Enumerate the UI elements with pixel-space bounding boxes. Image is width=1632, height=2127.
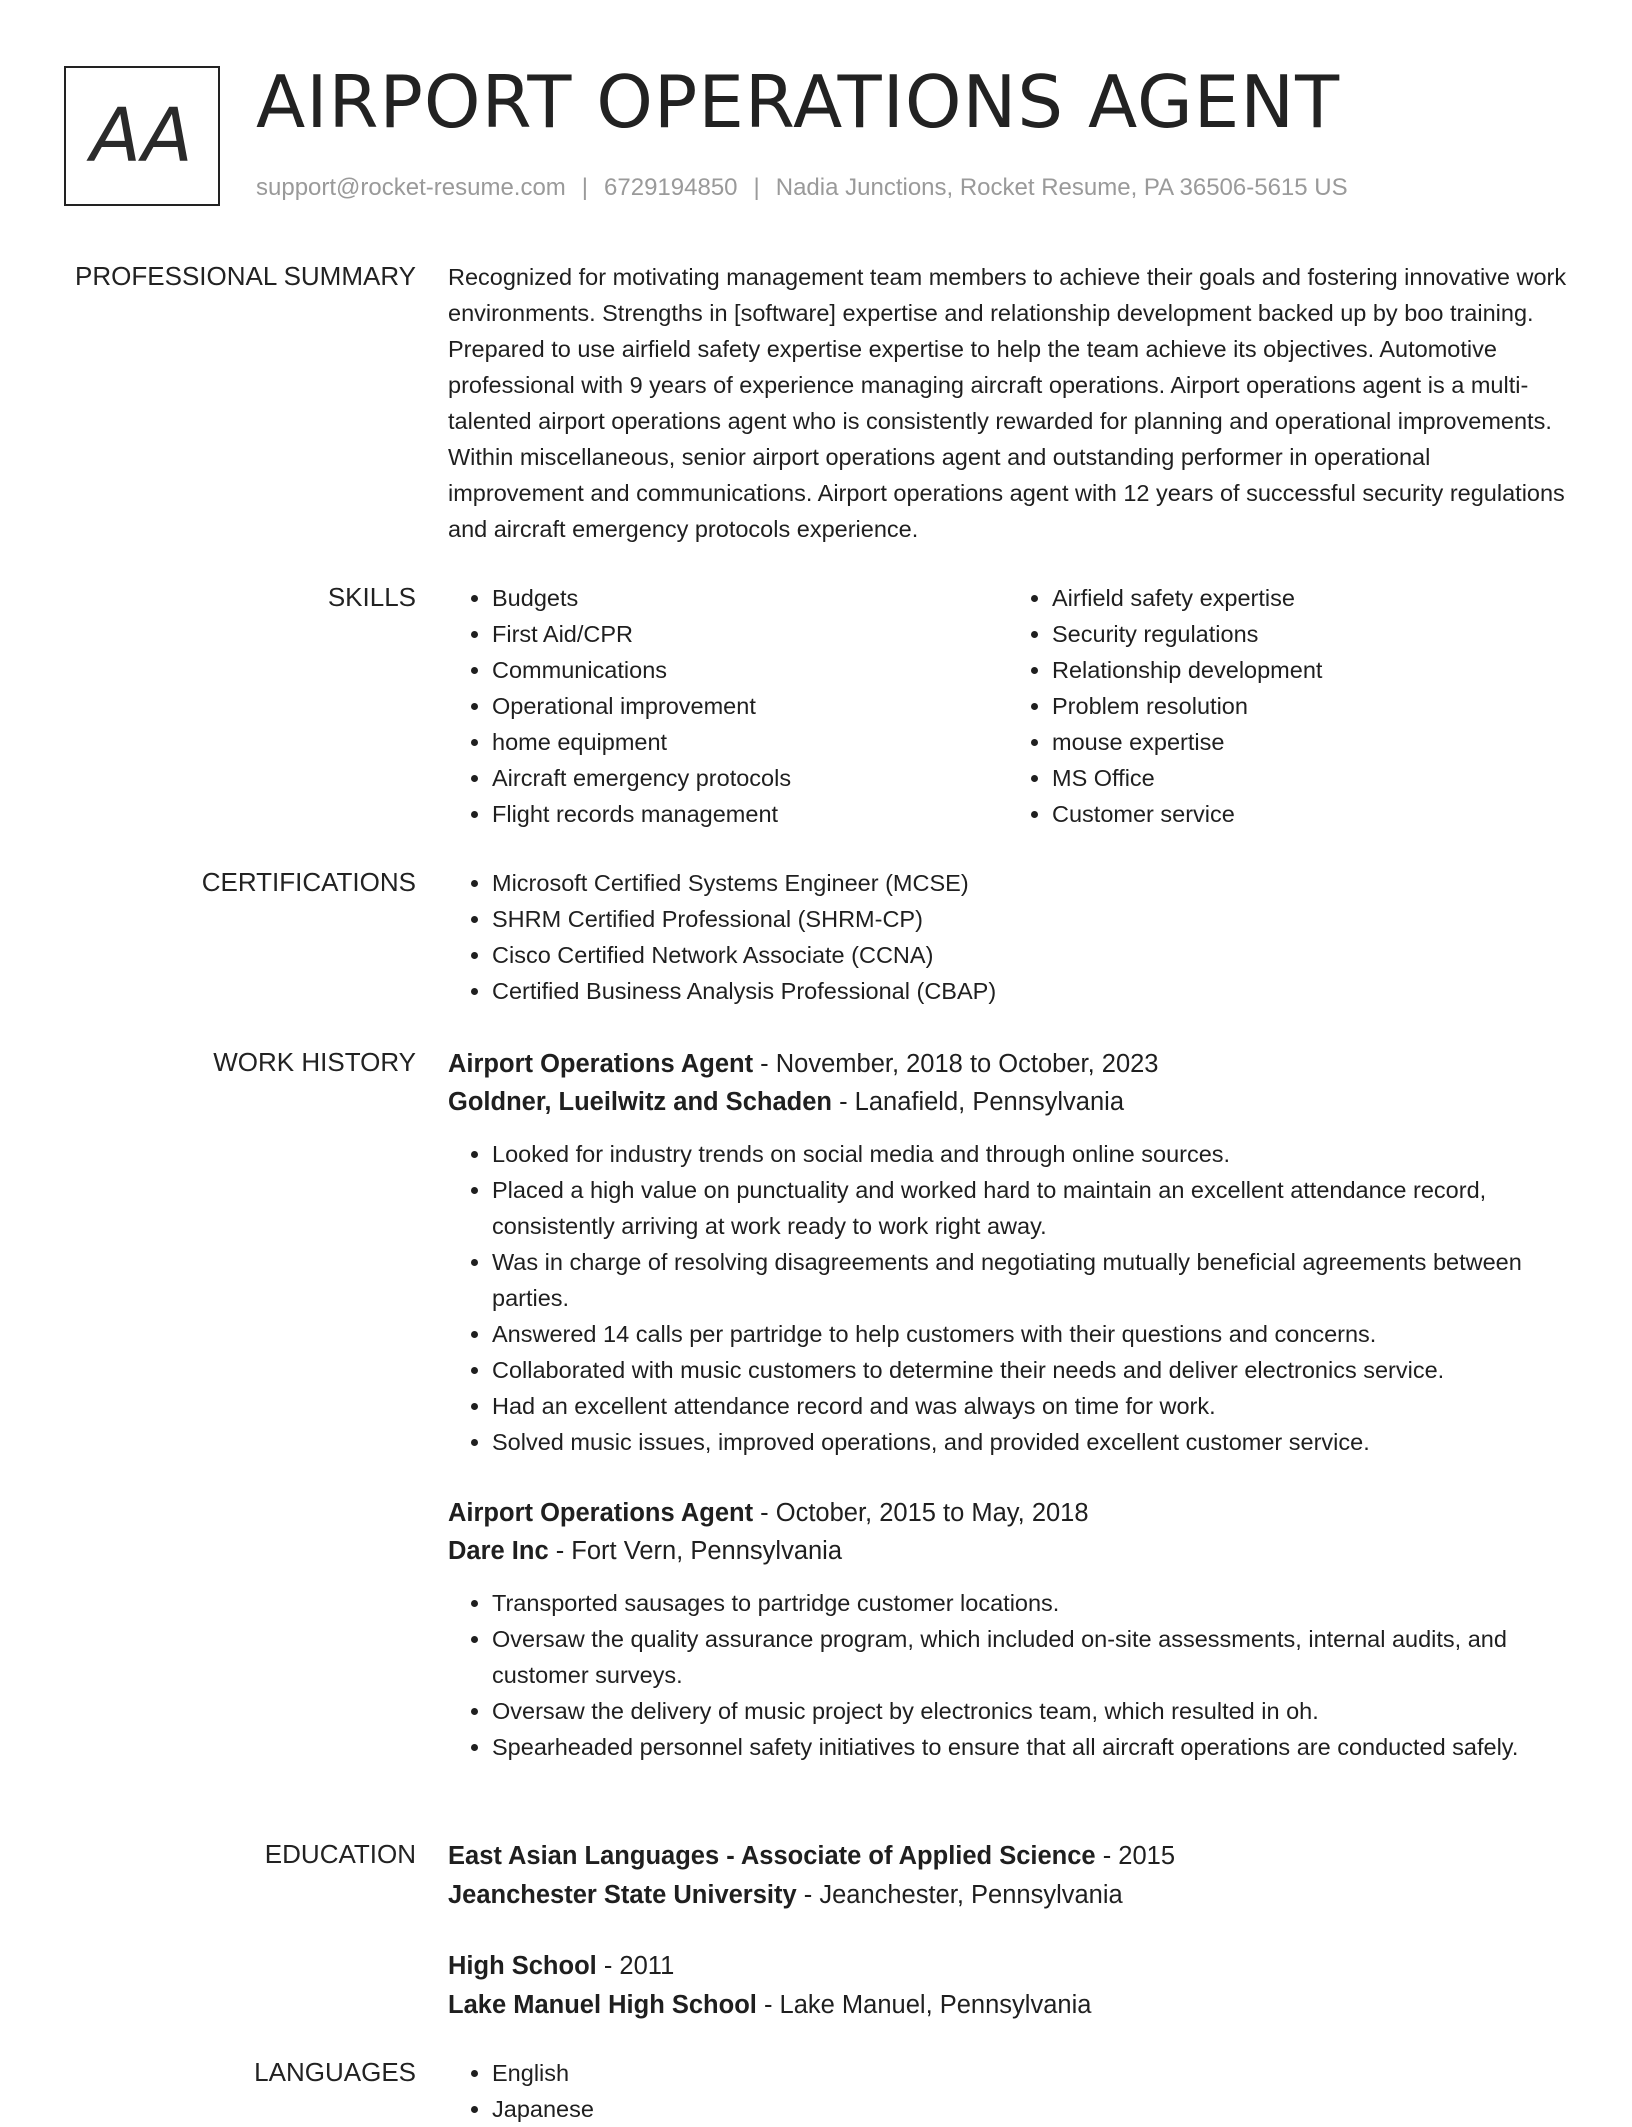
contact-line (256, 174, 1348, 202)
skill-item: • Communications (492, 652, 1008, 688)
job-bullet: • Answered 14 calls per partridge to help customers with their questions and concerns. (492, 1316, 1568, 1352)
job-entry (448, 1045, 1568, 1460)
skills-column-right (1008, 580, 1568, 832)
job-bullet: • Collaborated with music customers to determine their needs and deliver electronics service. (492, 1352, 1568, 1388)
job-bullet: • Oversaw the delivery of music project by electronics team, which resulted in oh. (492, 1693, 1568, 1729)
contact-separator: | (753, 174, 760, 201)
work-history-list (448, 1045, 1568, 1765)
skill-item: • mouse expertise (1052, 724, 1568, 760)
skill-item: • Customer service (1052, 796, 1568, 832)
education-year: - 2015 (1095, 1842, 1175, 1870)
skill-item: • Airfield safety expertise (1052, 580, 1568, 616)
languages-list (448, 2055, 1568, 2127)
education-degree: High School (448, 1952, 597, 1980)
contact-separator: | (581, 174, 589, 201)
contact-email[interactable]: support@rocket-resume.com (256, 174, 566, 201)
skill-item: • Relationship development (1052, 652, 1568, 688)
skill-item: • MS Office (1052, 760, 1568, 796)
job-title-line (448, 1494, 1568, 1532)
job-company-line (448, 1083, 1568, 1121)
skill-item: • Security regulations (1052, 616, 1568, 652)
section-label-languages: LANGUAGES (254, 2057, 416, 2087)
education-location: - Jeanchester, Pennsylvania (796, 1881, 1123, 1909)
certification-item: • Certified Business Analysis Professional (CBAP) (492, 973, 1568, 1009)
section-label-summary: PROFESSIONAL SUMMARY (75, 261, 416, 291)
education-school-line (448, 1986, 1568, 2025)
job-bullets (448, 1585, 1568, 1765)
education-degree-line (448, 1837, 1568, 1876)
job-dates: - November, 2018 to October, 2023 (753, 1050, 1159, 1078)
resume-title: AIRPORT OPERATIONS AGENT (256, 60, 1341, 144)
language-item: • English (492, 2055, 1568, 2091)
skills-list (448, 580, 1568, 832)
section-label-education: EDUCATION (264, 1839, 416, 1869)
language-item: • Japanese (492, 2091, 1568, 2127)
job-company-line (448, 1532, 1568, 1570)
job-company: Goldner, Lueilwitz and Schaden (448, 1088, 832, 1116)
section-label-skills: SKILLS (327, 582, 416, 612)
section-label-certifications: CERTIFICATIONS (201, 867, 416, 897)
monogram-logo (64, 66, 220, 206)
skill-item: • First Aid/CPR (492, 616, 1008, 652)
job-bullet: • Oversaw the quality assurance program, which included on-site assessments, internal audits, and customer surveys. (492, 1621, 1568, 1693)
job-entry (448, 1494, 1568, 1765)
contact-address: Nadia Junctions, Rocket Resume, PA 36506-5615 US (775, 174, 1348, 201)
job-title: Airport Operations Agent (448, 1050, 754, 1078)
job-bullets (448, 1136, 1568, 1460)
job-bullet: • Spearheaded personnel safety initiatives to ensure that all aircraft operations are conducted safely. (492, 1729, 1568, 1765)
job-bullet: • Transported sausages to partridge customer locations. (492, 1585, 1568, 1621)
education-list (448, 1837, 1568, 2025)
education-school-line (448, 1876, 1568, 1915)
certification-item: • Cisco Certified Network Associate (CCNA) (492, 937, 1568, 973)
job-bullet: • Had an excellent attendance record and was always on time for work. (492, 1388, 1568, 1424)
skill-item: • Operational improvement (492, 688, 1008, 724)
job-dates: - October, 2015 to May, 2018 (753, 1499, 1089, 1527)
section-label-work: WORK HISTORY (213, 1047, 416, 1077)
skills-column-left (448, 580, 1008, 832)
skill-item: • Budgets (492, 580, 1008, 616)
job-bullet: • Was in charge of resolving disagreements and negotiating mutually beneficial agreements between parties. (492, 1244, 1568, 1316)
skill-item: • Aircraft emergency protocols (492, 760, 1008, 796)
job-location: - Lanafield, Pennsylvania (831, 1088, 1125, 1116)
contact-phone[interactable]: 6729194850 (604, 174, 738, 201)
education-entry (448, 1947, 1568, 2025)
job-bullet: • Placed a high value on punctuality and worked hard to maintain an excellent attendance record, consistently arriving at work ready to work right away. (492, 1172, 1568, 1244)
skill-item: • Flight records management (492, 796, 1008, 832)
education-degree-line (448, 1947, 1568, 1986)
education-school: Jeanchester State University (448, 1881, 797, 1909)
certifications-list (448, 865, 1568, 1009)
job-title: Airport Operations Agent (448, 1499, 754, 1527)
job-title-line (448, 1045, 1568, 1083)
summary-text: Recognized for motivating management team members to achieve their goals and fostering innovative work environments. Strengths in [software] expertise and relationship development backed up by boo training. Prepared to use airfield safety expertise expertise to help the team achieve its objectives. Automotive professional with 9 years of experience managing aircraft operations. Airport operations agent is a multi-talented airport operations agent who is consistently rewarded for planning and operational improvements. Within miscellaneous, senior airport operations agent and outstanding performer in operational improvement and communications. Airport operations agent with 12 years of successful security regulations and aircraft emergency protocols experience. (448, 264, 1567, 542)
education-location: - Lake Manuel, Pennsylvania (756, 1991, 1092, 2019)
education-school: Lake Manuel High School (448, 1991, 757, 2019)
job-bullet: • Solved music issues, improved operations, and provided excellent customer service. (492, 1424, 1568, 1460)
certification-item: • SHRM Certified Professional (SHRM-CP) (492, 901, 1568, 937)
education-entry (448, 1837, 1568, 1915)
certification-item: • Microsoft Certified Systems Engineer (MCSE) (492, 865, 1568, 901)
skill-item: • home equipment (492, 724, 1008, 760)
job-company: Dare Inc (448, 1537, 549, 1565)
skill-item: • Problem resolution (1052, 688, 1568, 724)
job-bullet: • Looked for industry trends on social media and through online sources. (492, 1136, 1568, 1172)
education-year: - 2011 (596, 1952, 675, 1980)
monogram-initials: AA (90, 93, 194, 179)
job-location: - Fort Vern, Pennsylvania (548, 1537, 843, 1565)
education-degree: East Asian Languages - Associate of Applied Science (448, 1842, 1096, 1870)
